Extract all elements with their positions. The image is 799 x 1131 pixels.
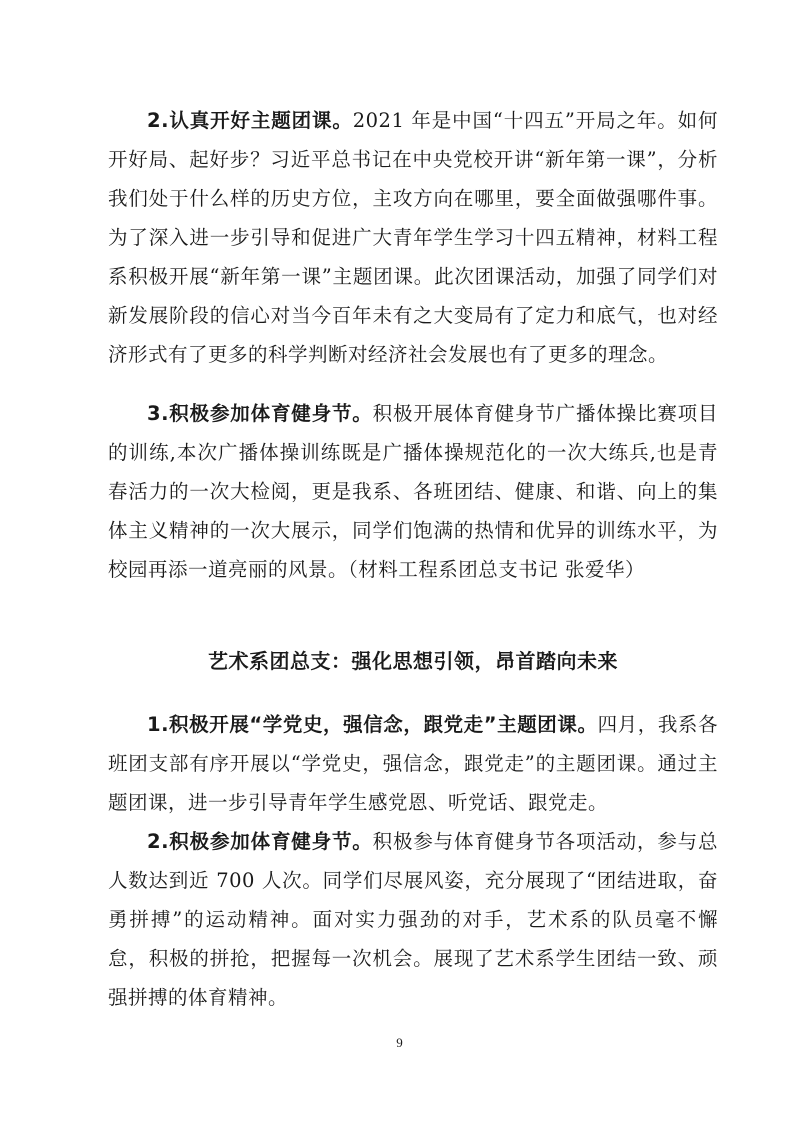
paragraph-lead: 2.认真开好主题团课。: [147, 109, 353, 132]
paragraph-party-history-class: [108, 705, 718, 822]
paragraph-body: 2021 年是中国“十四五”开局之年。如何开好局、起好步？习近平总书记在中央党校开讲“新年第一课”，分析我们处于什么样的历史方位，主攻方向在哪里，要全面做强哪件事。为了深入进一步引导和促进广大青年学生学习十四五精神，材料工程系积极开展“新年第一课”主题团课。此次团课活动，加强了同学们对新发展阶段的信心对当今百年未有之大变局有了定力和底气，也对经济形式有了更多的科学判断对经济社会发展也有了更多的理念。: [108, 109, 718, 366]
paragraph-sports-festival: [108, 394, 718, 589]
paragraph-lead: 2.积极参加体育健身节。: [147, 830, 373, 853]
paragraph-body: 积极参与体育健身节各项活动，参与总人数达到近 700 人次。同学们尽展风姿，充分展现了“团结进取，奋勇拼搏”的运动精神。面对实力强劲的对手，艺术系的队员毫不懈怠，积极的拼抢，把握每一次机会。展现了艺术系学生团结一致、顽强拼搏的体育精神。: [108, 830, 718, 1009]
paragraph-art-sports-festival: [108, 822, 718, 1017]
paragraph-lead: 3.积极参加体育健身节。: [147, 402, 373, 425]
paragraph-body: 积极开展体育健身节广播体操比赛项目的训练,本次广播体操训练既是广播体操规范化的一次大练兵,也是青春活力的一次大检阅，更是我系、各班团结、健康、和谐、向上的集体主义精神的一次大展示，同学们饱满的热情和优异的训练水平，为校园再添一道亮丽的风景。（材料工程系团总支书记 张爱华）: [108, 402, 718, 581]
page-number: 9: [396, 1035, 403, 1050]
section-heading: 艺术系团总支：强化思想引领，昂首踏向未来: [208, 649, 618, 673]
paragraph-body: 四月，我系各班团支部有序开展以“学党史，强信念，跟党走”的主题团课。通过主题团课，进一步引导青年学生感党恩、听党话、跟党走。: [108, 713, 718, 814]
paragraph-theme-class: [108, 101, 718, 374]
paragraph-lead: 1.积极开展“学党史，强信念，跟党走”主题团课。: [147, 713, 598, 736]
